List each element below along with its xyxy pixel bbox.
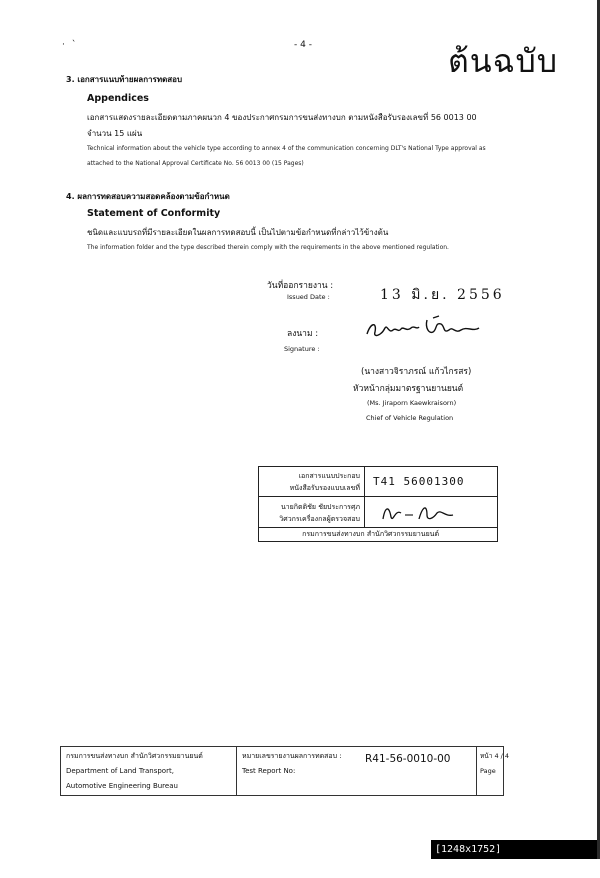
footer-org-cell [61,747,237,795]
attachment-label-line2: หนังสือรับรองแบบเลขที่ [289,484,360,492]
certificate-number: T41 56001300 [373,475,465,488]
section3-text-en-2: attached to the National Approval Certificate No. 56 0013 00 (15 Pages) [87,160,304,167]
footer-report-label-th: หมายเลขรายงานผลการทดสอบ : [242,752,342,760]
attachment-stamp-box [258,466,498,542]
attachment-label-cell [259,467,365,497]
handwritten-signature [363,312,483,342]
footer-report-number-cell [353,747,477,795]
section4-text-th: ชนิดและแบบรถที่มีรายละเอียดในผลการทดสอบนี้ เป็นไปตามข้อกำหนดที่กล่าวไว้ข้างต้น [87,228,389,237]
signer-title-th: หัวหน้ากลุ่มมาตรฐานยานยนต์ [353,384,464,394]
original-stamp: ต้นฉบับ [448,42,559,80]
footer-report-number: R41-56-0010-00 [365,753,451,765]
footer-table [60,746,510,796]
footer-org-en1: Department of Land Transport, [66,767,174,775]
signature-label-th: ลงนาม : [287,329,319,339]
inspector-label-cell [259,497,365,528]
signature-label-en: Signature : [284,345,320,353]
section3-text-th: เอกสารแสดงรายละเอียดตามภาคผนวก 4 ของประกาศกรมการขนส่งทางบก ตามหนังสือรับรองเลขที่ 56 0013 00 [87,113,477,122]
page-number: - 4 - [294,40,312,50]
corner-mark: · ` [62,40,79,50]
section4-heading-th: 4. ผลการทดสอบความสอดคล้องตามข้อกำหนด [66,192,230,201]
attachment-footer-text: กรมการขนส่งทางบก สำนักวิศวกรรมยานยนต์ [302,530,439,538]
issued-date-label-en: Issued Date : [287,293,330,301]
footer-report-label-cell [237,747,353,795]
section4-heading-en: Statement of Conformity [87,208,221,219]
footer-page-th: หน้า 4 / 4 [480,752,510,760]
issued-date-label-th: วันที่ออกรายงาน : [267,281,334,291]
footer-org-th: กรมการขนส่งทางบก สำนักวิศวกรรมยานยนต์ [66,752,203,760]
section3-text-th-pages: จำนวน 15 แผ่น [87,129,143,138]
footer-page-cell [477,747,510,795]
attachment-footer [259,528,497,541]
footer-org-en2: Automotive Engineering Bureau [66,782,178,790]
section4-text-en: The information folder and the type described therein comply with the requirements in the above mentioned regulation. [87,244,449,251]
certificate-number-cell [365,467,497,497]
image-host-watermark: [1248x1752] https://upic.me/ [431,840,597,859]
inspector-title: วิศวกรเครื่องกลผู้ตรวจสอบ [279,515,360,523]
issued-date-value: 13 มิ.ย. 2556 [380,287,505,303]
attachment-label-line1: เอกสารแนบประกอบ [298,472,360,480]
section3-text-en-1: Technical information about the vehicle type according to annex 4 of the communication concerning DLT's National Type approval as [87,145,486,152]
inspector-signature-cell [365,497,497,528]
signer-name-en: (Ms. Jiraporn Kaewkraisorn) [367,399,457,407]
footer-report-label-en: Test Report No: [242,767,296,775]
inspector-signature [379,499,459,525]
footer-page-en: Page [480,767,496,775]
signer-name-th: (นางสาวจิราภรณ์ แก้วไกรสร) [361,367,472,377]
signer-title-en: Chief of Vehicle Regulation [366,414,454,422]
section3-heading-en: Appendices [87,93,149,104]
inspector-name: นายกิตติชัย ชัยประการศุภ [280,503,360,511]
section3-heading-th: 3. เอกสารแนบท้ายผลการทดสอบ [66,75,183,84]
